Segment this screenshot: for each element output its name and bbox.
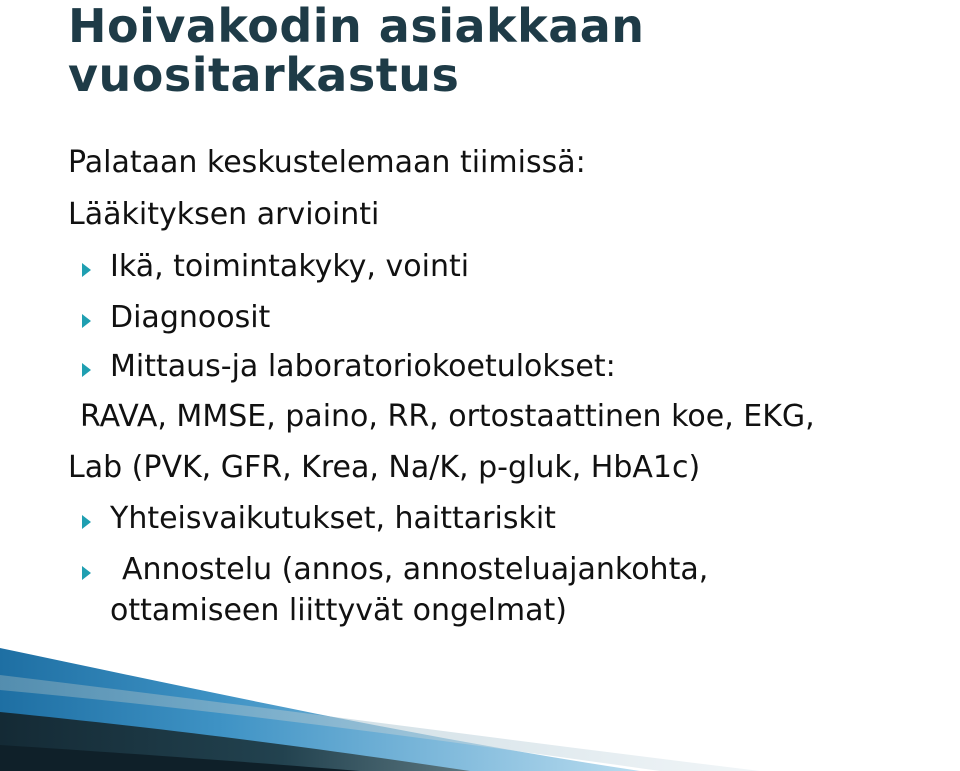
intro-text: Palataan keskustelemaan tiimissä:	[68, 145, 586, 180]
dosing-continuation: ottamiseen liittyvät ongelmat)	[110, 593, 567, 628]
bullet-item-age: Ikä, toimintakyky, vointi	[110, 249, 470, 284]
triangle-bullet-icon	[82, 363, 91, 377]
measurements-continuation-2: Lab (PVK, GFR, Krea, Na/K, p-gluk, HbA1c)	[68, 450, 701, 485]
triangle-bullet-icon	[82, 314, 91, 328]
measurements-continuation-1: RAVA, MMSE, paino, RR, ortostaattinen koe, EKG,	[80, 399, 815, 434]
bullet-item-dosing: Annostelu (annos, annosteluajankohta,	[122, 552, 709, 587]
bullet-item-measurements: Mittaus-ja laboratoriokoetulokset:	[110, 349, 616, 384]
triangle-bullet-icon	[82, 515, 91, 529]
slide-title-line-1: Hoivakodin asiakkaan	[68, 0, 645, 53]
slide-title	[68, 2, 645, 100]
slide-title-line-2: vuositarkastus	[68, 48, 460, 102]
bullet-item-interactions: Yhteisvaikutukset, haittariskit	[110, 501, 556, 536]
subheading-text: Lääkityksen arviointi	[68, 197, 380, 232]
bullet-item-diagnoses: Diagnoosit	[110, 300, 271, 335]
triangle-bullet-icon	[82, 566, 91, 580]
triangle-bullet-icon	[82, 263, 91, 277]
